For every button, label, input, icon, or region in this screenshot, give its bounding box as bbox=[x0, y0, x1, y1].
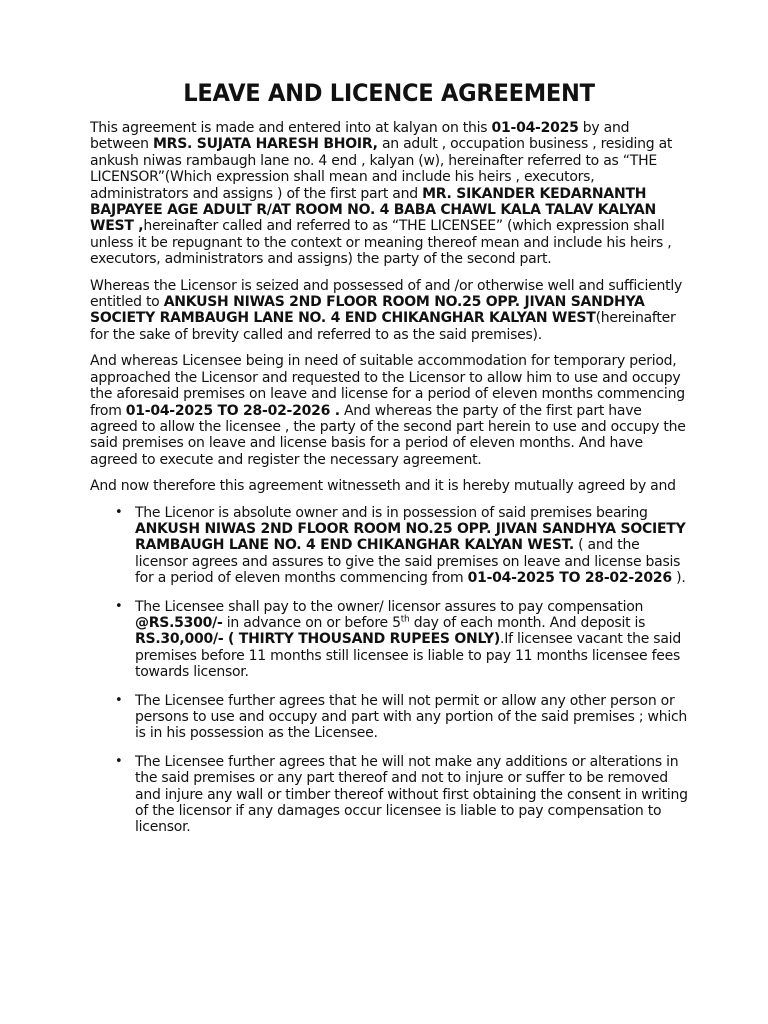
deposit-amount: RS.30,000/- ( THIRTY THOUSAND RUPEES ONLY) bbox=[135, 631, 501, 648]
text-run: The Licensee shall pay to the owner/ licensor assures to pay compensation bbox=[135, 598, 644, 615]
text-run: .If licensee vacant the said premises before 11 months still licensee is liable to pay 11 months licensee fees towards licensor. bbox=[135, 631, 681, 681]
text-run: This agreement is made and entered into at kalyan on this bbox=[90, 120, 492, 136]
text-run: in advance on or before 5 bbox=[222, 614, 401, 631]
text-run: The Licensee further agrees that he will not make any additions or alterations in the said premises or any part thereof and not to injure or suffer to be removed and injure any wall or timber thereof without first obtaining the consent in writing of the licensor if any damages occur licensee is liable to pay compensation to licensor. bbox=[135, 753, 688, 836]
bullet-icon: • bbox=[115, 504, 123, 520]
text-run: And whereas the party of the first part have agreed to allow the licensee , the party of the second part herein to use and occupy the said premises on leave and license basis for a period of eleven months. And have agreed to execute and register the necessary agreement. bbox=[90, 402, 686, 468]
text-run: Whereas the Licensor is seized and possessed of and /or otherwise well and sufficiently entitled to bbox=[90, 277, 682, 311]
license-period: 01-04-2025 TO 28-02-2026 . bbox=[125, 402, 340, 419]
list-item bbox=[115, 598, 688, 681]
list-item bbox=[115, 692, 688, 742]
licensee-name: MR. SIKANDER KEDARNANTH BAJPAYEE AGE ADULT R/AT ROOM NO. 4 BABA CHAWL KALA TALAV KALYAN WEST , bbox=[90, 185, 656, 235]
document-title: LEAVE AND LICENCE AGREEMENT bbox=[183, 79, 595, 107]
text-run: (hereinafter for the sake of brevity called and referred to as the said premises). bbox=[90, 310, 676, 343]
text-run: day of each month. And deposit is bbox=[409, 614, 646, 631]
text-run: an adult , occupation business , residing at ankush niwas rambaugh lane no. 4 end , kalyan (w), hereinafter referred to as “THE LICENSOR”(Which expression shall mean and include his heirs , executors, administrators and assigns ) of the first part and bbox=[90, 136, 673, 202]
ordinal-suffix: th bbox=[400, 614, 410, 625]
list-item bbox=[115, 504, 688, 587]
text-run: ( and the licensor agrees and assures to give the said premises on leave and license basis for a period of eleven months commencing from bbox=[135, 537, 681, 587]
text-run: And whereas Licensee being in need of suitable accommodation for temporary period, approached the Licensor and requested to the Licensor to allow him to use and occupy the aforesaid premises on leave and license for a period of eleven months commencing from bbox=[90, 353, 685, 419]
text-run: The Licensee further agrees that he will not permit or allow any other person or persons to use and occupy and part with any portion of the said premises ; which is in his possession as the Licensee. bbox=[135, 692, 688, 742]
agreement-date: 01-04-2025 bbox=[491, 120, 579, 136]
text-run: The Licenor is absolute owner and is in possession of said premises bearing bbox=[135, 504, 648, 521]
licensor-name: MRS. SUJATA HARESH BHOIR, bbox=[153, 136, 378, 153]
license-period: 01-04-2025 TO 28-02-2026 bbox=[467, 570, 672, 587]
text-run: And now therefore this agreement witnesseth and it is hereby mutually agreed by and bbox=[90, 478, 676, 495]
list-item bbox=[115, 753, 688, 836]
compensation-amount: @RS.5300/- bbox=[135, 614, 223, 631]
bullet-icon: • bbox=[115, 598, 123, 614]
bullet-icon: • bbox=[115, 753, 123, 769]
paragraph-premises bbox=[90, 278, 688, 344]
text-run: by and between bbox=[90, 120, 630, 153]
premises-address: ANKUSH NIWAS 2ND FLOOR ROOM NO.25 OPP. JIVAN SANDHYA SOCIETY RAMBAUGH LANE NO. 4 END CHIKANGHAR KALYAN WEST bbox=[90, 294, 645, 327]
text-run: hereinafter called and referred to as “THE LICENSEE” (which expression shall unless it be repugnant to the context or meaning thereof mean and include his heirs , executors, administrators and assigns) the party of the second part. bbox=[90, 218, 672, 268]
paragraph-witnesseth bbox=[90, 478, 688, 494]
paragraph-parties bbox=[90, 120, 688, 268]
document-body bbox=[90, 120, 688, 836]
terms-list bbox=[90, 505, 688, 836]
premises-address: ANKUSH NIWAS 2ND FLOOR ROOM NO.25 OPP. JIVAN SANDHYA SOCIETY RAMBAUGH LANE NO. 4 END CHIKANGHAR KALYAN WEST. bbox=[135, 520, 686, 554]
text-run: ). bbox=[671, 570, 686, 587]
paragraph-period bbox=[90, 353, 688, 468]
bullet-icon: • bbox=[115, 692, 123, 708]
